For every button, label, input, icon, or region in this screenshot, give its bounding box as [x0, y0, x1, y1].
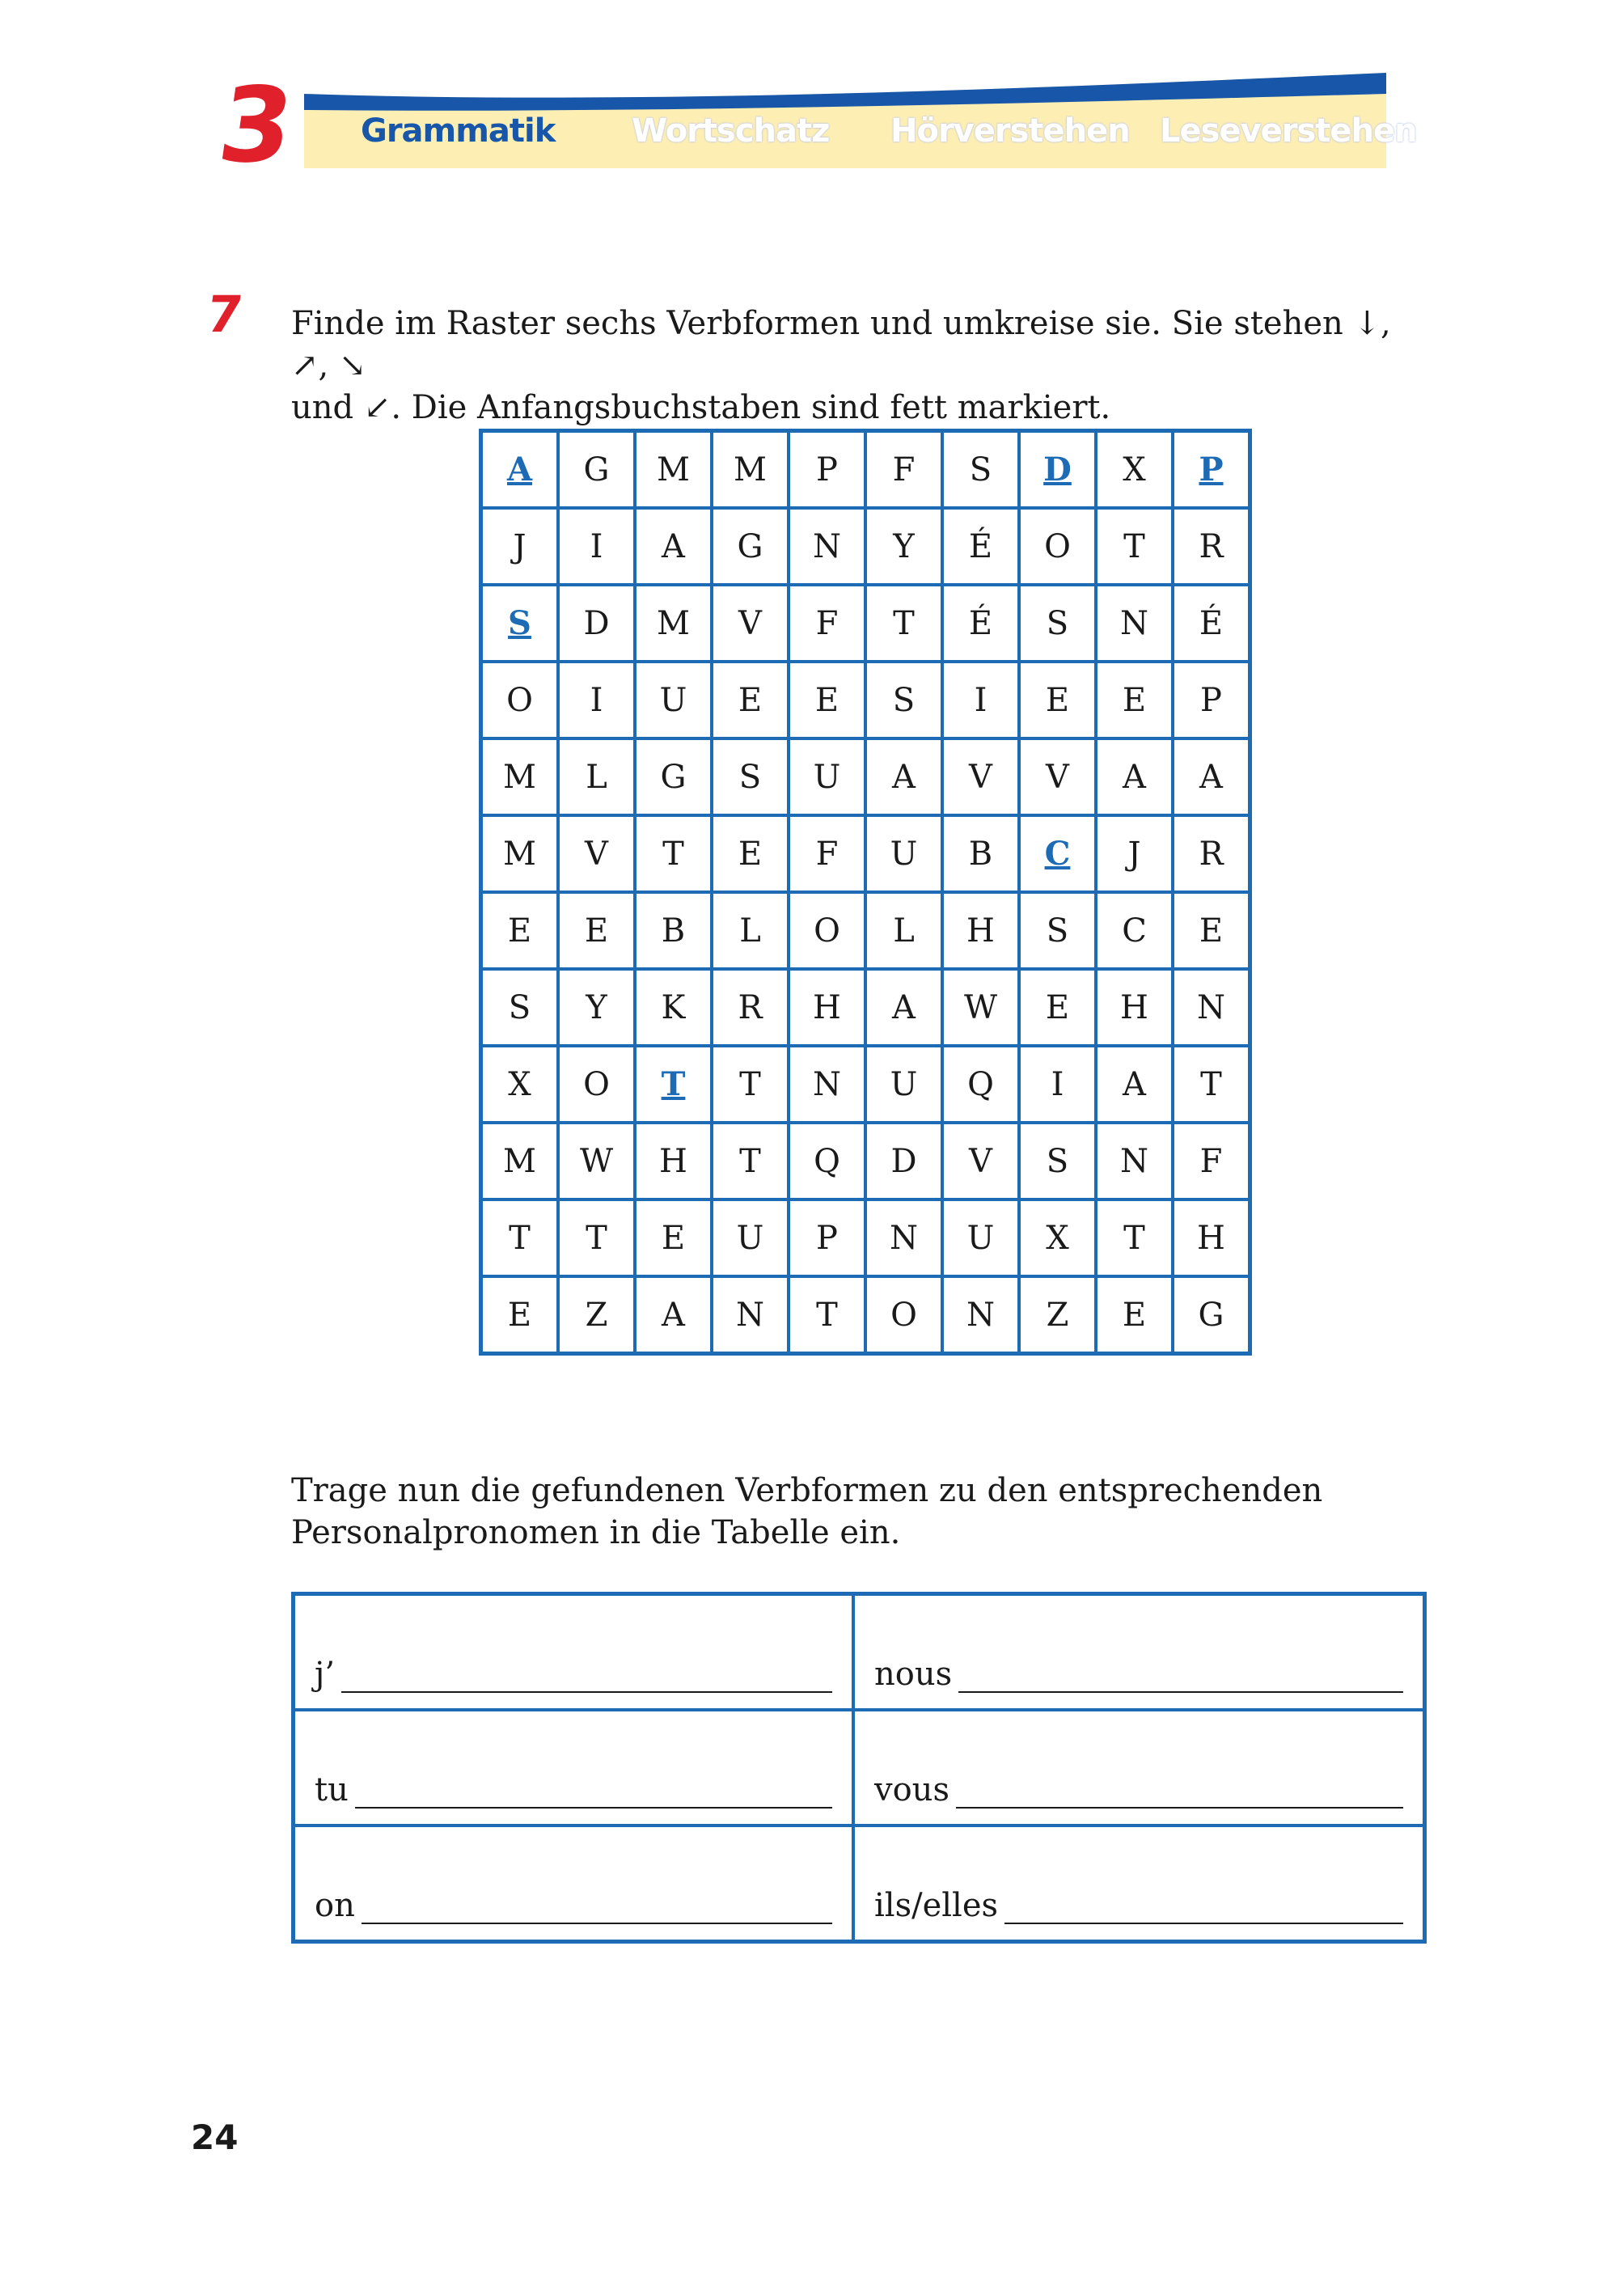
grid-cell[interactable]: O: [481, 662, 559, 738]
tab-wortschatz[interactable]: Wortschatz: [632, 112, 830, 150]
grid-cell[interactable]: O: [558, 1046, 635, 1123]
grid-cell[interactable]: R: [1173, 508, 1250, 585]
answer-line[interactable]: [958, 1656, 1403, 1693]
page-number: 24: [191, 2117, 239, 2157]
grid-cell[interactable]: A: [1096, 1046, 1173, 1123]
grid-cell[interactable]: L: [558, 738, 635, 815]
grid-cell[interactable]: T: [789, 1276, 865, 1354]
tab-grammatik[interactable]: Grammatik: [361, 112, 556, 150]
grid-cell-start-letter[interactable]: D: [1019, 431, 1096, 509]
grid-cell[interactable]: G: [1173, 1276, 1250, 1354]
grid-cell[interactable]: M: [635, 431, 712, 509]
grid-cell[interactable]: S: [865, 662, 942, 738]
grid-row: [481, 662, 1250, 738]
grid-cell[interactable]: T: [712, 1046, 789, 1123]
grid-cell-start-letter[interactable]: A: [481, 431, 559, 509]
grid-cell[interactable]: Y: [558, 969, 635, 1046]
table-instruction-line-2: Personalpronomen in die Tabelle ein.: [291, 1514, 901, 1551]
grid-cell[interactable]: P: [789, 1199, 865, 1276]
section-tabs: [304, 108, 1417, 160]
grid-cell[interactable]: A: [865, 738, 942, 815]
grid-cell[interactable]: T: [481, 1199, 559, 1276]
grid-cell[interactable]: U: [865, 1046, 942, 1123]
tab-leseverstehen[interactable]: Leseverstehen: [1160, 112, 1417, 150]
grid-cell[interactable]: I: [558, 662, 635, 738]
grid-cell[interactable]: Q: [942, 1046, 1019, 1123]
grid-cell[interactable]: N: [712, 1276, 789, 1354]
grid-row: [481, 1199, 1250, 1276]
grid-cell[interactable]: Q: [789, 1123, 865, 1199]
grid-cell[interactable]: V: [1019, 738, 1096, 815]
grid-cell[interactable]: J: [1096, 815, 1173, 892]
grid-cell[interactable]: E: [1096, 662, 1173, 738]
grid-cell[interactable]: V: [712, 585, 789, 662]
answer-line[interactable]: [355, 1771, 832, 1809]
grid-cell[interactable]: V: [558, 815, 635, 892]
instruction-line-1: Finde im Raster sechs Verbformen und umkreise sie. Sie stehen ↓, ↗, ↘: [291, 305, 1391, 384]
grid-cell[interactable]: N: [1096, 585, 1173, 662]
grid-row: [481, 431, 1250, 509]
grid-cell[interactable]: T: [865, 585, 942, 662]
pronoun-label: nous: [874, 1655, 953, 1693]
grid-cell[interactable]: E: [481, 892, 559, 969]
answer-cell: [853, 1710, 1425, 1826]
grid-cell[interactable]: N: [789, 508, 865, 585]
grid-cell[interactable]: E: [712, 815, 789, 892]
grid-cell[interactable]: L: [712, 892, 789, 969]
grid-cell[interactable]: M: [635, 585, 712, 662]
word-search-grid: [479, 429, 1252, 1356]
grid-cell[interactable]: U: [865, 815, 942, 892]
grid-cell[interactable]: E: [789, 662, 865, 738]
grid-cell[interactable]: Z: [1019, 1276, 1096, 1354]
grid-cell[interactable]: H: [635, 1123, 712, 1199]
grid-cell[interactable]: E: [712, 662, 789, 738]
grid-cell[interactable]: S: [942, 431, 1019, 509]
grid-cell[interactable]: U: [712, 1199, 789, 1276]
grid-cell[interactable]: M: [481, 1123, 559, 1199]
grid-cell[interactable]: T: [1096, 508, 1173, 585]
grid-cell[interactable]: E: [1096, 1276, 1173, 1354]
answer-table: [291, 1592, 1427, 1944]
table-instruction-line-1: Trage nun die gefundenen Verbformen zu den entsprechenden: [291, 1472, 1323, 1509]
grid-cell[interactable]: A: [635, 508, 712, 585]
grid-cell[interactable]: G: [635, 738, 712, 815]
grid-row: [481, 969, 1250, 1046]
pronoun-label: tu: [315, 1771, 349, 1809]
pronoun-label: ils/elles: [874, 1886, 999, 1924]
grid-row: [481, 1123, 1250, 1199]
grid-cell[interactable]: I: [1019, 1046, 1096, 1123]
grid-cell[interactable]: B: [942, 815, 1019, 892]
answer-cell: [294, 1710, 854, 1826]
exercise-number: 7: [202, 285, 247, 344]
grid-cell[interactable]: L: [865, 892, 942, 969]
grid-cell[interactable]: T: [712, 1123, 789, 1199]
grid-cell[interactable]: H: [789, 969, 865, 1046]
exercise-instruction: [291, 302, 1423, 429]
answer-cell: [853, 1594, 1425, 1711]
grid-cell[interactable]: M: [712, 431, 789, 509]
grid-cell[interactable]: G: [712, 508, 789, 585]
grid-cell[interactable]: F: [1173, 1123, 1250, 1199]
grid-cell[interactable]: N: [942, 1276, 1019, 1354]
grid-cell[interactable]: D: [558, 585, 635, 662]
grid-cell[interactable]: W: [942, 969, 1019, 1046]
grid-cell[interactable]: S: [481, 969, 559, 1046]
grid-cell[interactable]: H: [1096, 969, 1173, 1046]
answer-cell: [853, 1826, 1425, 1942]
grid-cell[interactable]: S: [1019, 892, 1096, 969]
answer-cell: [294, 1826, 854, 1942]
pronoun-label: vous: [874, 1771, 949, 1809]
tab-hoerverstehen[interactable]: Hörverstehen: [890, 112, 1130, 150]
grid-cell[interactable]: P: [1173, 662, 1250, 738]
grid-cell[interactable]: X: [1019, 1199, 1096, 1276]
grid-cell[interactable]: R: [712, 969, 789, 1046]
grid-cell[interactable]: E: [635, 1199, 712, 1276]
grid-cell[interactable]: S: [1019, 585, 1096, 662]
grid-cell[interactable]: H: [942, 892, 1019, 969]
chapter-number: 3: [211, 66, 301, 186]
grid-cell[interactable]: S: [712, 738, 789, 815]
grid-cell[interactable]: X: [1096, 431, 1173, 509]
grid-cell[interactable]: E: [1173, 892, 1250, 969]
grid-cell[interactable]: I: [942, 662, 1019, 738]
letter-grid-table: [479, 429, 1252, 1356]
grid-cell[interactable]: N: [865, 1199, 942, 1276]
grid-cell[interactable]: A: [1173, 738, 1250, 815]
grid-cell[interactable]: H: [1173, 1199, 1250, 1276]
answer-line[interactable]: [1004, 1887, 1403, 1924]
grid-cell[interactable]: A: [1096, 738, 1173, 815]
grid-cell[interactable]: T: [1173, 1046, 1250, 1123]
grid-cell[interactable]: W: [558, 1123, 635, 1199]
grid-cell[interactable]: N: [1096, 1123, 1173, 1199]
grid-cell[interactable]: U: [635, 662, 712, 738]
answer-line[interactable]: [362, 1887, 832, 1924]
grid-cell-start-letter[interactable]: S: [481, 585, 559, 662]
grid-cell[interactable]: I: [558, 508, 635, 585]
grid-cell[interactable]: U: [942, 1199, 1019, 1276]
grid-cell[interactable]: Z: [558, 1276, 635, 1354]
grid-cell[interactable]: E: [558, 892, 635, 969]
grid-cell[interactable]: K: [635, 969, 712, 1046]
grid-cell[interactable]: F: [789, 585, 865, 662]
grid-row: [481, 815, 1250, 892]
grid-cell[interactable]: S: [1019, 1123, 1096, 1199]
grid-cell[interactable]: É: [942, 508, 1019, 585]
grid-cell[interactable]: D: [865, 1123, 942, 1199]
grid-cell[interactable]: Y: [865, 508, 942, 585]
grid-cell-start-letter[interactable]: C: [1019, 815, 1096, 892]
grid-cell[interactable]: A: [635, 1276, 712, 1354]
pronoun-label: j’: [315, 1655, 336, 1693]
grid-cell[interactable]: J: [481, 508, 559, 585]
grid-cell[interactable]: A: [865, 969, 942, 1046]
grid-cell[interactable]: P: [789, 431, 865, 509]
grid-cell[interactable]: M: [481, 815, 559, 892]
grid-row: [481, 585, 1250, 662]
grid-row: [481, 508, 1250, 585]
grid-cell[interactable]: O: [865, 1276, 942, 1354]
grid-cell[interactable]: U: [789, 738, 865, 815]
grid-cell[interactable]: R: [1173, 815, 1250, 892]
grid-cell[interactable]: V: [942, 738, 1019, 815]
grid-cell[interactable]: E: [481, 1276, 559, 1354]
grid-cell[interactable]: E: [1019, 969, 1096, 1046]
grid-cell[interactable]: É: [942, 585, 1019, 662]
answer-line[interactable]: [341, 1656, 832, 1693]
grid-cell[interactable]: E: [1019, 662, 1096, 738]
grid-cell[interactable]: O: [1019, 508, 1096, 585]
grid-cell[interactable]: T: [635, 815, 712, 892]
answer-row: [294, 1826, 1425, 1942]
answer-line[interactable]: [956, 1771, 1403, 1809]
grid-cell[interactable]: F: [865, 431, 942, 509]
grid-cell[interactable]: B: [635, 892, 712, 969]
grid-cell-start-letter[interactable]: T: [635, 1046, 712, 1123]
table-instruction: [291, 1470, 1423, 1554]
grid-cell[interactable]: M: [481, 738, 559, 815]
grid-cell[interactable]: É: [1173, 585, 1250, 662]
grid-row: [481, 738, 1250, 815]
pronoun-label: on: [315, 1886, 355, 1924]
grid-cell[interactable]: C: [1096, 892, 1173, 969]
answer-row: [294, 1710, 1425, 1826]
grid-cell[interactable]: V: [942, 1123, 1019, 1199]
grid-cell[interactable]: F: [789, 815, 865, 892]
grid-cell[interactable]: N: [1173, 969, 1250, 1046]
grid-cell[interactable]: N: [789, 1046, 865, 1123]
instruction-line-2: und ↙. Die Anfangsbuchstaben sind fett markiert.: [291, 389, 1111, 426]
grid-cell[interactable]: O: [789, 892, 865, 969]
grid-row: [481, 1046, 1250, 1123]
grid-row: [481, 892, 1250, 969]
answer-row: [294, 1594, 1425, 1711]
grid-cell[interactable]: T: [558, 1199, 635, 1276]
grid-cell[interactable]: X: [481, 1046, 559, 1123]
grid-cell[interactable]: T: [1096, 1199, 1173, 1276]
answer-cell: [294, 1594, 854, 1711]
grid-cell-start-letter[interactable]: P: [1173, 431, 1250, 509]
grid-cell[interactable]: G: [558, 431, 635, 509]
grid-row: [481, 1276, 1250, 1354]
